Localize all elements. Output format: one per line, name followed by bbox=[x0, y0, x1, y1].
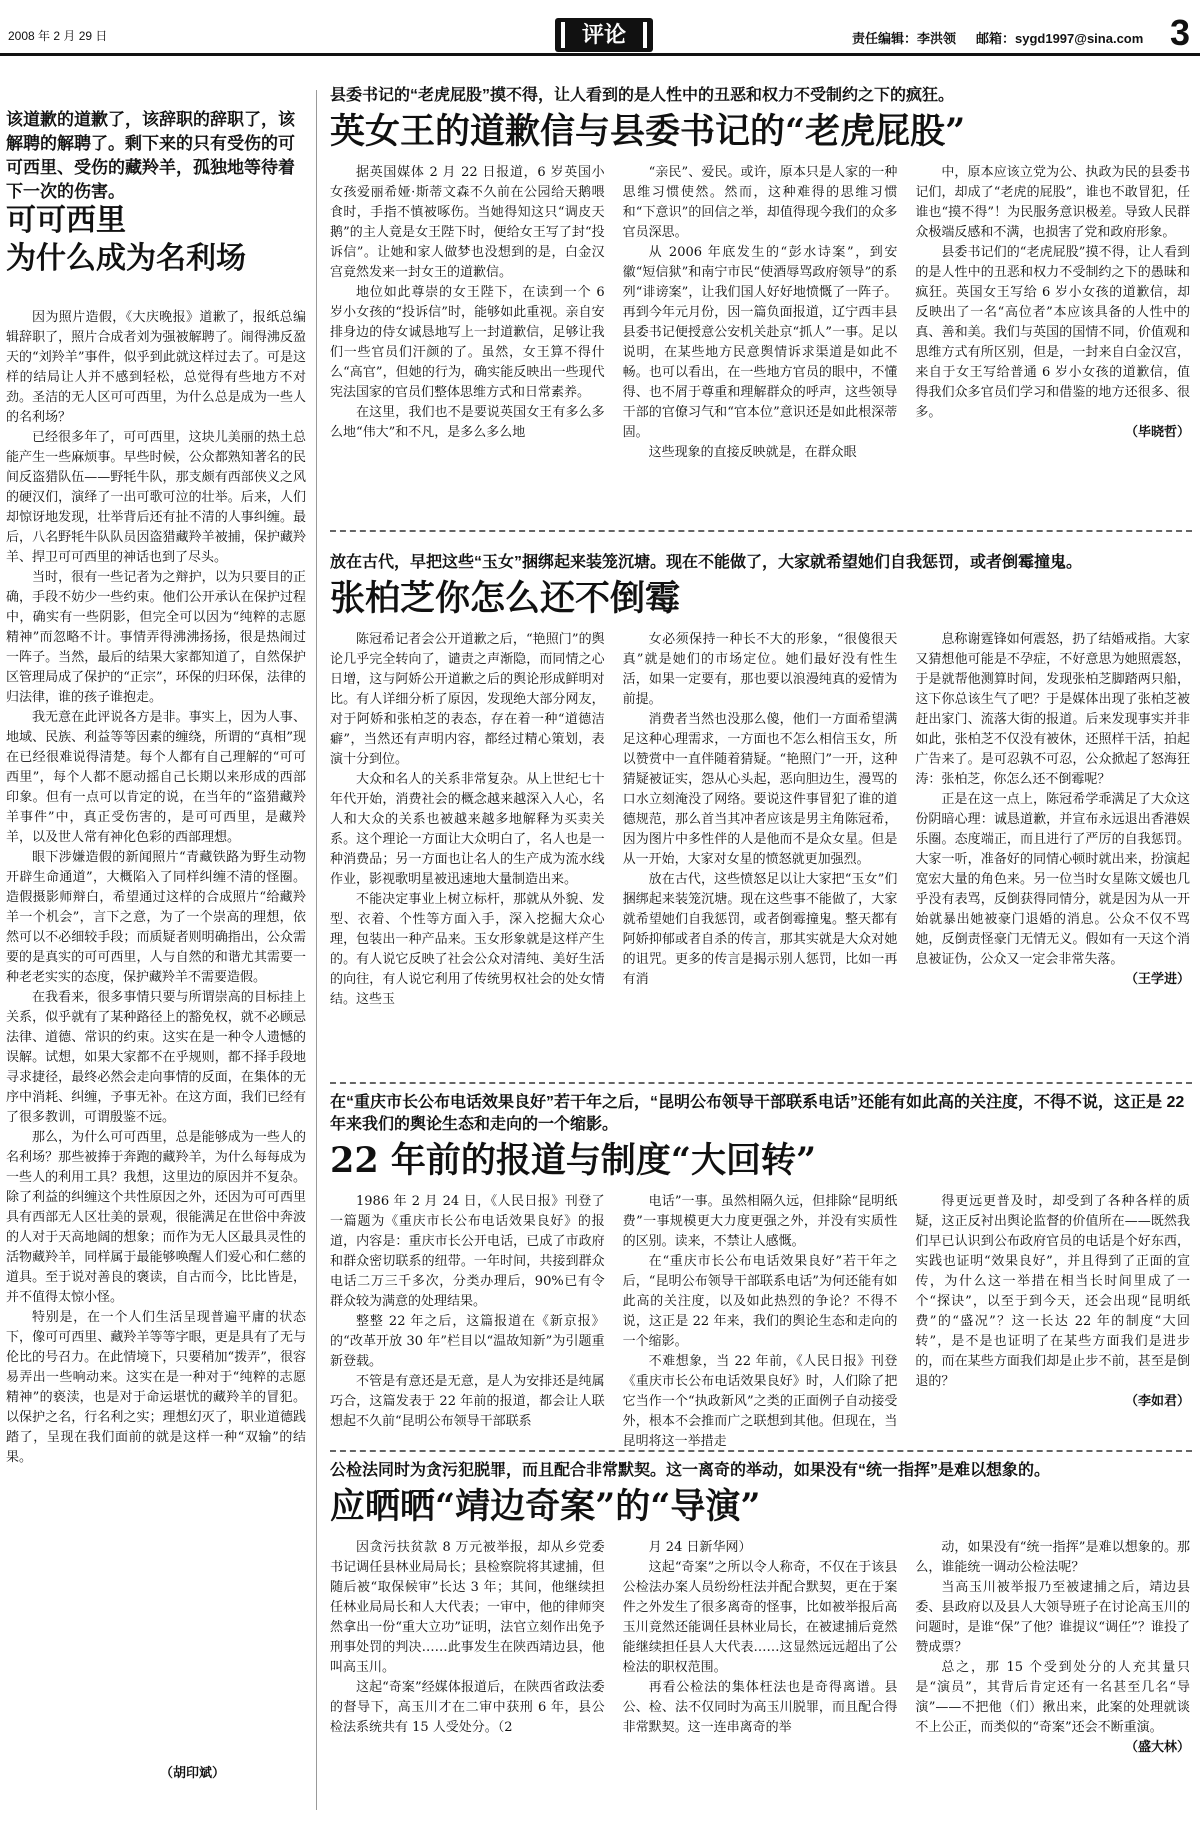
article-column bbox=[330, 1538, 605, 1788]
article-column bbox=[623, 1538, 898, 1788]
paragraph: 在我看来，很多事情只要与所谓崇高的目标挂上关系，似乎就有了某种路径上的豁免权，就不必顾忌法律、道德、常识的约束。这实在是一种令人遗憾的误解。试想，如果大家都不在乎规则，都不择手段地寻求捷径，最终必然会走向事情的反面，在集体的无序中消耗、纠缠，予事无补。在这方面，我们已经有了很多教训，可谓殷鉴不远。 bbox=[6, 990, 306, 1125]
paragraph: 从 2006 年底发生的“彭水诗案”，到安徽“短信狱”和南宁市民“使酒辱骂政府领导”的系列“诽谤案”，让我们国人好好地愤慨了一阵子。再到今年元月份，因一篇负面报道，辽宁西丰县县委书记便授意公安机关赴京“抓人”一事。足以说明，在某些地方民意舆情诉求渠道是如此不畅。也可以看出，在一些地方官员的眼中，不懂得、也不屑于尊重和理解群众的呼声，这些领导干部的官僚习气和“官本位”意识还是如此根深蒂固。 bbox=[622, 245, 898, 440]
article-author: （盛大林） bbox=[1125, 1740, 1191, 1755]
article-queen-apology bbox=[330, 85, 1191, 460]
paragraph: 陈冠希记者会公开道歉之后，“艳照门”的舆论几乎完全转向了，谴责之声渐隐，而同情之心日增，这与阿娇公开道歉之后的舆论形成鲜明对比。有人详细分析了原因，发现绝大部分网友，对于阿娇和张柏芝的表态，存在着一种“道德洁癖”，当然还有声明内容，都经过精心策划，表演十分到位。 bbox=[330, 632, 605, 767]
article-cecilia bbox=[330, 552, 1190, 1072]
paragraph: 县委书记们的“老虎屁股”摸不得，让人看到的是人性中的丑恶和权力不受制约之下的愚昧和疯狂。英国女王写给 6 岁小女孩的道歉信，却反映出了一名“高位者”本应该具备的人性中的真、善和美。我们与英国的国情不同，价值观和思维方式有所区别，但是，一封来自白金汉宫，来自于女王写给普通 6 岁小女孩的道歉信，值得我们众多官员们学习和借鉴的地方还很多、很多。 bbox=[915, 245, 1191, 420]
article-title: 应晒晒“靖边奇案”的“导演” bbox=[330, 1486, 761, 1527]
section-label: 评论 bbox=[581, 22, 626, 48]
left-title-line1: 可可西里 bbox=[6, 203, 126, 238]
column-separator bbox=[316, 90, 317, 1810]
paragraph: 放在古代，这些愤怒足以让大家把“玉女”们捆绑起来装笼沉塘。现在这些事不能做了，大家就希望她们自我惩罚，或者倒霉撞鬼。整天都有阿娇抑郁或者自杀的传言，那其实就是大众对她的诅咒。更多的传言是揭示别人惩罚，比如一再有消 bbox=[622, 872, 898, 987]
paragraph: 因贪污扶贫款 8 万元被举报，却从乡党委书记调任县林业局局长；县检察院将其逮捕，但随后被“取保候审”长达 3 年；其间，他继续担任林业局局长和人大代表；一审中，他的律师突然拿出一份“重大立功”证明，法官立刻作出免予刑事处罚的判决……此事发生在陕西靖边县，他叫高玉川。 bbox=[330, 1540, 605, 1675]
paragraph: 再看公检法的集体枉法也是奇得离谱。县公、检、法不仅同时为高玉川脱罪，而且配合得非常默契。这一连串离奇的举 bbox=[622, 1680, 898, 1735]
editor-credit: 责任编辑：李洪领 bbox=[852, 31, 957, 46]
article-column bbox=[915, 1192, 1190, 1452]
paragraph: 眼下涉嫌造假的新闻照片“青藏铁路为野生动物开辟生命通道”，大概陷入了同样纠缠不清的怪圈。造假摄影师辩白，希望通过这样的合成照片“给藏羚羊一个机会”，言下之意，为了一个崇高的理想，依然可以不必细较手段；而质疑者则明确指出，公众需要的是真实的可可西里，人与自然的和谐尤其需要一种老老实实的态度，保护藏羚羊不需要造假。 bbox=[6, 850, 306, 985]
paragraph: 已经很多年了，可可西里，这块儿美丽的热土总能产生一些麻烦事。早些时候，公众都熟知著名的民间反盗猎队伍——野牦牛队，那支颇有西部侠义之风的硬汉们，演绎了一出可歌可泣的壮举。后来，人们却惊讶地发现，壮举背后还有扯不清的人事纠缠。最后，八名野牦牛队队员因盗猎藏羚羊被捕，保护藏羚羊、捍卫可可西里的神话也到了尽头。 bbox=[6, 430, 306, 565]
paragraph: 1986 年 2 月 24 日，《人民日报》刊登了一篇题为《重庆市长公布电话效果良好》的报道，内容是：重庆市长公开电话，已成了市政府和群众密切联系的纽带。一年时间，共接到群众电话二万三千多次，分类办理后，90%已有令群众较为满意的处理结果。 bbox=[330, 1194, 605, 1309]
paragraph: 女必须保持一种长不大的形象，“很傻很天真”就是她们的市场定位。她们最好没有性生活，如果一定要有，那也要以浪漫纯真的爱情为前提。 bbox=[622, 632, 898, 707]
paragraph: 在“重庆市长公布电话效果良好”若干年之后，“昆明公布领导干部联系电话”为何还能有如此高的关注度，以及如此热烈的争论？不得不说，这正是 22 年来，我们的舆论生态和走向的一个缩影。 bbox=[622, 1254, 898, 1349]
article-divider bbox=[330, 530, 1192, 532]
left-article-author: （胡印斌） bbox=[160, 1766, 226, 1781]
header-rule bbox=[0, 53, 1200, 56]
section-badge bbox=[555, 18, 653, 52]
paragraph: 不能决定事业上树立标杆，那就从外貌、发型、衣着、个性等方面入手，深入挖掘大众心理，包装出一种产品来。玉女形象就是这样产生的。有人说它反映了社会公众对清纯、美好生活的向往，有人说它利用了传统男权社会的处女情结。这些玉 bbox=[330, 892, 605, 1007]
paragraph: 总之，那 15 个受到处分的人充其量只是“演员”，其背后肯定还有一名甚至几名“导演”——不把他（们）揪出来，此案的处理就谈不上公正，而类似的“奇案”还会不断重演。 bbox=[915, 1660, 1191, 1735]
paragraph: 得更远更普及时，却受到了各种各样的质疑，这正反衬出舆论监督的价值所在——既然我们早已认识到公布政府官员的电话是个好东西，实践也证明“效果良好”，并且得到了正面的宣传，为什么这一举措在相当长时间里成了一个“探诀”，以至于到今天，还会出现“昆明纸费”的“盛况”？这一长达 22 年的制度“大回转”，是不是也证明了在某些方面我们是进步的，而在某些方面我们却是止步不前，甚至是倒退的？ bbox=[915, 1194, 1191, 1389]
article-column bbox=[330, 630, 605, 1050]
paragraph: 消费者当然也没那么傻，他们一方面希望满足这种心理需求，一方面也不怎么相信玉女，所以赞赏中一直伴随着猜疑。“艳照门”一开，这种猜疑被证实，怨从心头起，恶向胆边生，漫骂的口水立刻淹没了网络。要说这件事冒犯了谁的道德规范，那么首当其冲者应该是男主角陈冠希，因为图片中多性伴的人是他而不是众女星。但是从一开始，大家对女星的愤怒就更加强烈。 bbox=[622, 712, 898, 867]
article-column bbox=[915, 630, 1190, 1050]
paragraph: 不管是有意还是无意，是人为安排还是纯属巧合，这篇发表于 22 年前的报道，都会让人联想起不久前“昆明公布领导干部联系 bbox=[330, 1374, 605, 1429]
article-lead: 放在古代，早把这些“玉女”捆绑起来装笼沉塘。现在不能做了，大家就希望她们自我惩罚，或者倒霉撞鬼。 bbox=[330, 554, 1083, 571]
article-lead: 公检法同时为贪污犯脱罪，而且配合非常默契。这一离奇的举动，如果没有“统一指挥”是难以想象的。 bbox=[330, 1462, 1051, 1479]
article-title: 22 年前的报道与制度“大回转” bbox=[330, 1140, 817, 1181]
paragraph: 我无意在此评说各方是非。事实上，因为人事、地域、民族、利益等等因素的缠绕，所谓的“真相”现在已经很难说得清楚。每个人都有自己理解的“可可西里”，每个人都不愿动摇自己长期以来形成的西部印象。但有一点可以肯定的说，在当年的“盗猎藏羚羊事件”中，真正受伤害的，是可可西里，是藏羚羊，以及世人常有神化色彩的西部理想。 bbox=[6, 710, 306, 845]
article-jingbian bbox=[330, 1460, 1190, 1810]
editor-email: 邮箱：sygd1997@sina.com bbox=[976, 31, 1144, 46]
article-lead: 县委书记的“老虎屁股”摸不得，让人看到的是人性中的丑恶和权力不受制约之下的疯狂。 bbox=[330, 87, 955, 104]
left-article-title bbox=[6, 202, 306, 278]
paragraph: 息称谢霆锋如何震怒，扔了结婚戒指。大家又猜想他可能是不孕症，不好意思为她照震怒，于是就帮他测算时间，发现张柏芝脚踏两只船，这下你总该生气了吧？于是媒体出现了张柏芝被赶出家门、流落大街的报道。后来发现事实并非如此，张柏芝不仅没有被休，还照样干活，拍起广告来了。是可忍孰不可忍，公众掀起了怒海狂涛：张柏芝，你怎么还不倒霉呢？ bbox=[915, 632, 1191, 787]
paragraph: 这起“奇案”经媒体报道后，在陕西省政法委的督导下，高玉川才在二审中获刑 6 年，县公检法系统共有 15 人受处分。（2 bbox=[330, 1680, 605, 1735]
article-divider bbox=[330, 1450, 1192, 1452]
article-22-years bbox=[330, 1092, 1190, 1492]
paragraph: 当时，很有一些记者为之辩护，以为只要目的正确，手段不妨少一些约束。他们公开承认在保护过程中，确实有一些阴影，但完全可以因为“纯粹的志愿精神”而忽略不计。事情弄得沸沸扬扬，很是热闹过一阵子。当然，最后的结果大家都知道了，自然保护区管理局成了保护的“正宗”，环保的归环保，法律的归法律，谁的孩子谁抱走。 bbox=[6, 570, 306, 705]
left-title-line2: 为什么成为名利场 bbox=[6, 241, 246, 276]
paragraph: 地位如此尊崇的女王陛下，在读到一个 6 岁小女孩的“投诉信”时，能够如此重视。亲自安排身边的侍女诚恳地写上一封道歉信，足够让我们一些官员们汗颜的了。虽然，女王算不得什么“高官”，但她的行为，确实能反映出一些现代宪法国家的官员们整体思维方式和日常素养。 bbox=[330, 285, 605, 400]
article-title: 英女王的道歉信与县委书记的“老虎屁股” bbox=[330, 111, 966, 152]
article-lead: 在“重庆市长公布电话效果良好”若干年之后，“昆明公布领导干部联系电话”还能有如此高的关注度，不得不说，这正是 22 年来我们的舆论生态和走向的一个缩影。 bbox=[330, 1094, 1185, 1133]
paragraph: 特别是，在一个人们生活呈现普遍平庸的状态下，像可可西里、藏羚羊等等字眼，更是具有了无与伦比的号召力。在此情境下，只要稍加“拨弄”，很容易弄出一些响动来。这实在是一种对于“纯粹的志愿精神”的亵渎，也是对于命运堪忧的藏羚羊的冒犯。以保护之名，行名利之实；理想幻灭了，职业道德践踏了，呈现在我们面前的就是这样一种“双输”的结果。 bbox=[6, 1310, 306, 1465]
paragraph: 在这里，我们也不是要说英国女王有多么多么地“伟大”和不凡，是多么多么地 bbox=[330, 405, 605, 440]
issue-date: 2008 年 2 月 29 日 bbox=[8, 29, 108, 43]
article-author: （毕晓哲） bbox=[1125, 425, 1191, 440]
paragraph: 当高玉川被举报乃至被逮捕之后，靖边县委、县政府以及县人大领导班子在讨论高玉川的问题时，是谁“保”了他？谁提议“调任”？谁投了赞成票？ bbox=[915, 1580, 1191, 1655]
paragraph: 正是在这一点上，陈冠希学乖满足了大众这份阴暗心理：诚恳道歉，并宣布永远退出香港娱乐圈。态度端正，而且进行了严厉的自我惩罚。大家一听，准备好的同情心顿时就出来，扮演起宽宏大量的角色来。另一位当时女星陈文媛也几乎没有表骂，反倒获得同情分，就是因为从一开始就暴出她被豪门退婚的消息。公众不仅不骂她，反倒责怪豪门无情无义。假如有一天这个消息被证伪，公众又一定会非常失落。 bbox=[915, 792, 1191, 967]
article-column bbox=[623, 630, 898, 1050]
paragraph: 这些现象的直接反映就是，在群众眼 bbox=[648, 445, 857, 460]
paragraph: 动，如果没有“统一指挥”是难以想象的。那么，谁能统一调动公检法呢？ bbox=[915, 1540, 1191, 1575]
article-column bbox=[915, 163, 1191, 440]
paragraph: 大众和名人的关系非常复杂。从上世纪七十年代开始，消费社会的概念越来越深入人心，名人和大众的关系也被越来越多地解释为买卖关系。这个理论一方面让大众明白了，名人也是一种消费品；另一方面也让名人的生产成为流水线作业，影视歌明星被迅速地大量制造出来。 bbox=[330, 772, 605, 887]
paragraph: 不难想象，当 22 年前，《人民日报》刊登《重庆市长公布电话效果良好》时，人们除了把它当作一个“执政新风”之类的正面例子自动接受外，根本不会推而广之联想到其他。但现在，当昆明将这一举措走 bbox=[622, 1354, 898, 1449]
paragraph: “亲民”、爱民。或许，原本只是人家的一种思维习惯使然。然而，这种难得的思维习惯和“下意识”的回信之举，却值得现今我们的众多官员深思。 bbox=[622, 165, 898, 240]
article-title: 张柏芝你怎么还不倒霉 bbox=[330, 578, 681, 619]
paragraph: 因为照片造假，《大庆晚报》道歉了，报纸总编辑辞职了，照片合成者刘为强被解聘了。闹得沸反盈天的“刘羚羊”事件，似乎到此就这样过去了。可是这样的结局让人并不感到轻松，总觉得有些地方不对劲。圣洁的无人区可可西里，为什么总是成为一些人的名利场？ bbox=[6, 310, 306, 425]
article-column bbox=[915, 1538, 1190, 1788]
article-author: （李如君） bbox=[1125, 1394, 1191, 1409]
left-article-body bbox=[6, 308, 306, 1748]
paragraph: 整整 22 年之后，这篇报道在《新京报》的“改革开放 30 年”栏目以“温故知新”为引题重新登载。 bbox=[330, 1314, 605, 1369]
paragraph: 据英国媒体 2 月 22 日报道，6 岁英国小女孩爱丽希娅·斯蒂文森不久前在公园给天鹅喂食时，手指不慎被啄伤。当她得知这只“调皮天鹅”的主人竟是女王陛下时，便给女王写了封“投诉信”。让她和家人做梦也没想到的是，白金汉宫竟然发来一封女王的道歉信。 bbox=[330, 165, 605, 280]
paragraph: 那么，为什么可可西里，总是能够成为一些人的名利场？那些被捧于奔跑的藏羚羊，为什么每每成为一些人的利用工具？我想，这里边的原因并不复杂。除了利益的纠缠这个共性原因之外，还因为可可西里具有西部无人区壮美的景观，很能满足在世俗中奔波的人对于天高地阔的想象；而作为无人区最具灵性的活物藏羚羊，同样属于最能够唤醒人们爱心和仁慈的道具。至于说对善良的褒读，自古而今，比比皆是，并不值得太惊小怪。 bbox=[6, 1130, 306, 1305]
paragraph: 这起“奇案”之所以令人称奇，不仅在于该县公检法办案人员纷纷枉法并配合默契，更在于案件之外发生了很多离奇的怪事，比如被举报后高玉川竟然还能调任县林业局长，在被逮捕后竟然能继续担任县人大代表……这显然远远超出了公检法的职权范围。 bbox=[622, 1560, 898, 1675]
article-column bbox=[622, 163, 898, 460]
article-divider bbox=[330, 1082, 1192, 1084]
article-column bbox=[330, 163, 605, 440]
paragraph: 中，原本应该立党为公、执政为民的县委书记们，却成了“老虎的屁股”，谁也不敢冒犯，任谁也“摸不得”！为民服务意识极差。导致人民群众极端反感和不满，也损害了党和政府形象。 bbox=[915, 165, 1191, 240]
article-column bbox=[623, 1192, 898, 1452]
page-number: 3 bbox=[1170, 12, 1191, 53]
article-column bbox=[330, 1192, 605, 1452]
left-article-lead: 该道歉的道歉了，该辞职的辞职了，该解聘的解聘了。剩下来的只有受伤的可可西里、受伤的藏羚羊，孤独地等待着下一次的伤害。 bbox=[6, 110, 295, 201]
paragraph: 月 24 日新华网） bbox=[648, 1540, 752, 1555]
paragraph: 电话”一事。虽然相隔久远，但排除“昆明纸费”一事规模更大力度更强之外，并没有实质性的区别。读来，不禁让人感慨。 bbox=[622, 1194, 898, 1249]
article-author: （王学进） bbox=[1125, 972, 1191, 987]
